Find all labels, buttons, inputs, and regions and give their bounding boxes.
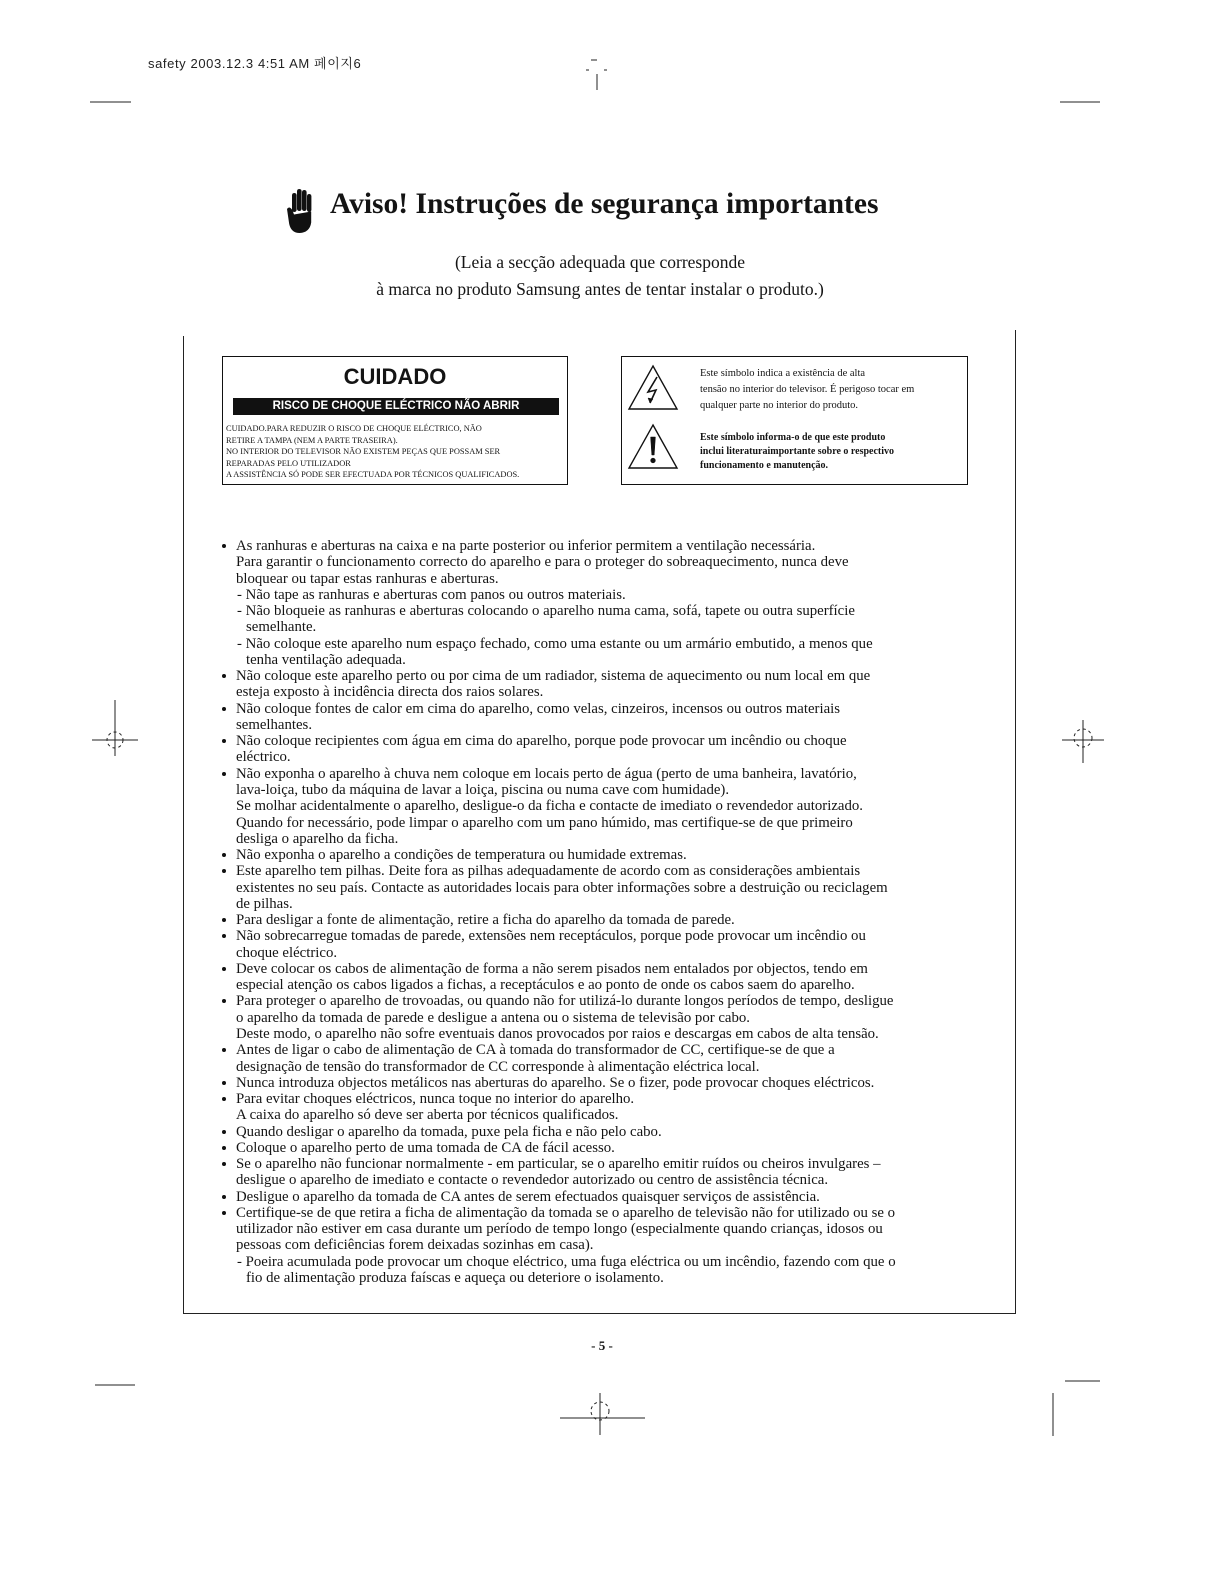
bullet-icon xyxy=(222,869,226,873)
page-title: Aviso! Instruções de segurança importantes xyxy=(330,188,879,220)
safety-subitem xyxy=(236,603,1012,636)
safety-item xyxy=(222,1075,1012,1091)
safety-subitem-line: - Poeira acumulada pode provocar um choque eléctrico, uma fuga eléctrica ou um incêndio, fazendo com que o xyxy=(237,1253,896,1270)
safety-item-line: semelhantes. xyxy=(236,716,313,733)
subtitle-line-2: à marca no produto Samsung antes de tentar instalar o produto.) xyxy=(376,279,824,299)
safety-item xyxy=(222,928,1012,961)
bullet-icon xyxy=(222,967,226,971)
caution-text-line: CUIDADO.PARA REDUZIR O RISCO DE CHOQUE ELÉCTRICO, NÃO xyxy=(226,424,482,433)
safety-item-line: pessoas com deficiências forem deixadas sozinhas em casa). xyxy=(236,1237,594,1254)
safety-item-line: Se o aparelho não funcionar normalmente - em particular, se o aparelho emitir ruídos ou cheiros invulgares – xyxy=(236,1156,881,1173)
exclamation-triangle-icon xyxy=(627,423,679,471)
safety-item-line: Quando for necessário, pode limpar o aparelho com um pano húmido, mas certifique-se de que primeiro xyxy=(236,814,853,831)
safety-item-line: Deve colocar os cabos de alimentação de forma a não serem pisados nem entalados por objectos, tendo em xyxy=(236,960,868,977)
caution-text-line: A ASSISTÊNCIA SÓ PODE SER EFECTUADA POR TÉCNICOS QUALIFICADOS. xyxy=(226,470,520,479)
safety-item-line: de pilhas. xyxy=(236,895,293,912)
safety-item xyxy=(222,766,1012,847)
caution-text xyxy=(226,423,519,481)
safety-item-line: desliga o aparelho da ficha. xyxy=(236,830,399,847)
bullet-icon xyxy=(222,674,226,678)
registration-mark-left xyxy=(92,700,138,756)
safety-item-line: Nunca introduza objectos metálicos nas aberturas do aparelho. Se o fizer, pode provocar choques eléctricos. xyxy=(236,1074,875,1091)
safety-item-line: Para proteger o aparelho de trovoadas, ou quando não for utilizá-lo durante longos períodos de tempo, desligue xyxy=(236,993,894,1010)
safety-item-line: Não coloque este aparelho perto ou por cima de um radiador, sistema de aquecimento ou num local em que xyxy=(236,668,871,685)
safety-item-line: Desligue o aparelho da tomada de CA antes de serem efectuados quaisquer serviços de assistência. xyxy=(236,1188,820,1205)
bullet-icon xyxy=(222,1195,226,1199)
safety-item-line: Não exponha o aparelho a condições de temperatura ou humidade extremas. xyxy=(236,847,687,864)
caution-text-line: RETIRE A TAMPA (NEM A PARTE TRASEIRA). xyxy=(226,435,398,445)
safety-subitem-line: - Não tape as ranhuras e aberturas com panos ou outros materiais. xyxy=(237,586,626,603)
safety-item-line: choque eléctrico. xyxy=(236,944,338,961)
lightning-triangle-icon xyxy=(627,364,679,412)
safety-item-line: o aparelho da tomada de parede e desligue a antena ou o sistema de televisão por cabo. xyxy=(236,1009,750,1026)
registration-mark-right xyxy=(1062,720,1104,763)
symbol-text-line: inclui literaturaimportante sobre o respectivo xyxy=(700,446,895,457)
safety-item-line: Para garantir o funcionamento correcto do aparelho e para o proteger do sobreaquecimento, nunca deve xyxy=(236,554,849,571)
safety-item-line: Para evitar choques eléctricos, nunca toque no interior do aparelho. xyxy=(236,1091,635,1108)
bullet-icon xyxy=(222,934,226,938)
frame-border-right xyxy=(1015,330,1016,1314)
subtitle-line-1: (Leia a secção adequada que corresponde xyxy=(454,252,746,272)
safety-item xyxy=(222,701,1012,734)
bullet-icon xyxy=(222,918,226,922)
safety-item xyxy=(222,1042,1012,1075)
safety-item-line: especial atenção os cabos ligados a fichas, a receptáculos e ao ponto de onde os cabos saem do aparelho. xyxy=(236,977,855,994)
safety-item xyxy=(222,863,1012,912)
safety-subitem-line: fio de alimentação produza faíscas e aqueça ou deteriore o isolamento. xyxy=(246,1269,664,1286)
frame-border-left xyxy=(183,336,184,1314)
safety-subitem xyxy=(236,587,1012,603)
print-stamp: safety 2003.12.3 4:51 AM 페이지6 xyxy=(148,56,362,71)
bullet-icon xyxy=(222,1130,226,1134)
safety-subitem-line: tenha ventilação adequada. xyxy=(246,651,406,668)
safety-item-line: Para desligar a fonte de alimentação, retire a ficha do aparelho da tomada de parede. xyxy=(236,912,735,929)
frame-border-bottom xyxy=(183,1313,1016,1314)
safety-item-line: Não exponha o aparelho à chuva nem coloque em locais perto de água (perto de uma banheira, lavatório, xyxy=(236,765,857,782)
subtitle xyxy=(300,249,900,303)
bullet-icon xyxy=(222,1146,226,1150)
symbol-text-line: Este símbolo informa-o de que este produto xyxy=(700,432,886,443)
symbol-text-line: qualquer parte no interior do produto. xyxy=(700,400,859,411)
safety-subitem xyxy=(236,636,1012,669)
safety-item-line: existentes no seu país. Contacte as autoridades locais para obter informações sobre a destruição ou reciclagem xyxy=(236,879,888,896)
safety-item-line: Não sobrecarregue tomadas de parede, extensões nem receptáculos, porque pode provocar um incêndio ou xyxy=(236,928,866,945)
registration-mark-top xyxy=(586,60,607,90)
hand-icon xyxy=(286,188,314,234)
symbols-legend xyxy=(621,356,968,485)
safety-item xyxy=(222,1156,1012,1189)
safety-item xyxy=(222,847,1012,863)
safety-item xyxy=(222,733,1012,766)
safety-item xyxy=(222,993,1012,1042)
safety-item-line: Deste modo, o aparelho não sofre eventuais danos provocados por raios e descargas em cabos de alta tensão. xyxy=(236,1025,879,1042)
caution-text-line: REPARADAS PELO UTILIZADOR xyxy=(226,458,351,468)
safety-item-line: A caixa do aparelho só deve ser aberta por técnicos qualificados. xyxy=(236,1107,619,1124)
safety-item-line: Quando desligar o aparelho da tomada, puxe pela ficha e não pelo cabo. xyxy=(236,1123,662,1140)
caution-text-line: NO INTERIOR DO TELEVISOR NÃO EXISTEM PEÇAS QUE POSSAM SER xyxy=(226,447,501,456)
caution-label xyxy=(222,356,568,485)
bullet-icon xyxy=(222,707,226,711)
safety-item-line: Coloque o aparelho perto de uma tomada de CA de fácil acesso. xyxy=(236,1139,615,1156)
safety-item-line: Não coloque recipientes com água em cima do aparelho, porque pode provocar um incêndio ou choque xyxy=(236,733,847,750)
safety-instructions-list xyxy=(222,538,1012,1286)
safety-subitem-line: - Não coloque este aparelho num espaço fechado, como uma estante ou um armário embutido, a menos que xyxy=(237,635,873,652)
safety-item-line: As ranhuras e aberturas na caixa e na parte posterior ou inferior permitem a ventilação necessária. xyxy=(236,538,816,554)
lightning-symbol-text xyxy=(700,366,914,414)
safety-item xyxy=(222,668,1012,701)
safety-item-line: designação de tensão do transformador de CC corresponde à alimentação eléctrica local. xyxy=(236,1058,760,1075)
safety-item-line: lava-loiça, tubo da máquina de lavar a loiça, piscina ou numa cave com humidade). xyxy=(236,781,730,798)
bullet-icon xyxy=(222,1211,226,1215)
safety-item-line: utilizador não estiver em casa durante um período de tempo longo (especialmente quando crianças, idosos ou xyxy=(236,1221,883,1238)
exclamation-symbol-text xyxy=(700,431,894,473)
bullet-icon xyxy=(222,739,226,743)
page-number: - 5 - xyxy=(591,1338,613,1353)
bullet-icon xyxy=(222,1162,226,1166)
safety-item-line: esteja exposto à incidência directa dos raios solares. xyxy=(236,684,544,701)
safety-item xyxy=(222,912,1012,928)
safety-item xyxy=(222,538,1012,668)
bullet-icon xyxy=(222,544,226,548)
safety-subitem-line: semelhante. xyxy=(246,619,317,636)
bullet-icon xyxy=(222,1048,226,1052)
bullet-icon xyxy=(222,1097,226,1101)
bullet-icon xyxy=(222,1081,226,1085)
safety-item-line: Se molhar acidentalmente o aparelho, desligue-o da ficha e contacte de imediato o revendedor autorizado. xyxy=(236,798,863,815)
safety-subitem xyxy=(236,1254,1012,1287)
registration-mark-bottom xyxy=(560,1393,645,1435)
safety-item xyxy=(222,1124,1012,1140)
safety-item-line: Antes de ligar o cabo de alimentação de CA à tomada do transformador de CC, certifique-se de que a xyxy=(236,1042,835,1059)
bullet-icon xyxy=(222,999,226,1003)
safety-item-line: Certifique-se de que retira a ficha de alimentação da tomada se o aparelho de televisão não for utilizado ou se o xyxy=(236,1204,896,1221)
caution-heading: CUIDADO xyxy=(343,364,447,389)
bullet-icon xyxy=(222,853,226,857)
safety-item-line: bloquear ou tapar estas ranhuras e aberturas. xyxy=(236,570,499,587)
safety-item xyxy=(222,961,1012,994)
symbol-text-line: Este símbolo indica a existência de alta xyxy=(700,368,866,379)
safety-item xyxy=(222,1205,1012,1286)
symbol-text-line: funcionamento e manutenção. xyxy=(700,460,829,471)
safety-item-line: desligue o aparelho de imediato e contacte o revendedor autorizado ou centro de assistência técnica. xyxy=(236,1172,829,1189)
symbol-text-line: tensão no interior do televisor. É perigoso tocar em xyxy=(700,384,915,395)
safety-item-line: Não coloque fontes de calor em cima do aparelho, como velas, cinzeiros, incensos ou outros materiais xyxy=(236,700,841,717)
safety-item-line: eléctrico. xyxy=(236,749,291,766)
safety-item xyxy=(222,1140,1012,1156)
safety-item-line: Este aparelho tem pilhas. Deite fora as pilhas adequadamente de acordo com as considerações ambientais xyxy=(236,863,861,880)
safety-item xyxy=(222,1091,1012,1124)
bullet-icon xyxy=(222,772,226,776)
caution-banner: RISCO DE CHOQUE ELÉCTRICO NÃO ABRIR xyxy=(233,398,559,415)
safety-subitem-line: - Não bloqueie as ranhuras e aberturas colocando o aparelho numa cama, sofá, tapete ou outra superfície xyxy=(237,603,855,620)
safety-item xyxy=(222,1189,1012,1205)
